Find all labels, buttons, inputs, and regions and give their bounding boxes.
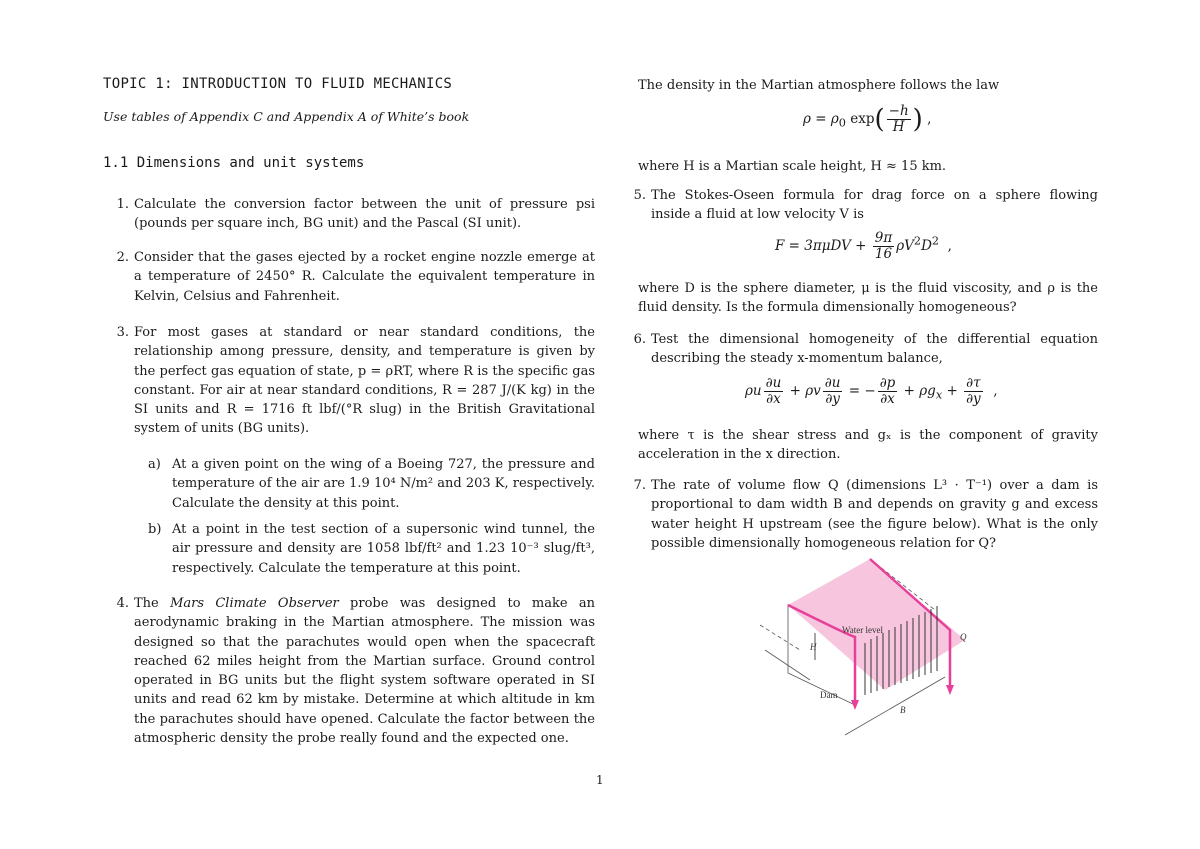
- section-heading: 1.1 Dimensions and unit systems: [103, 155, 365, 171]
- problem-number: 1.: [116, 197, 129, 212]
- subitem-text: At a point in the test section of a supersonic wind tunnel, the air pressure and density are 1058 lbf/ft² and 1.23 10⁻³ slug/ft³, respectively. Calculate the temperature at this point.: [172, 522, 595, 576]
- page-title: TOPIC 1: INTRODUCTION TO FLUID MECHANICS: [103, 76, 453, 92]
- problem-5: [620, 186, 1098, 225]
- stokes-oseen-formula: F = 3πμDV + $\frac{9\pi}{16}$ $\rho V^2D^2$ ,: [775, 230, 952, 262]
- scale-height-text: where H is a Martian scale height, H ≈ 15 km.: [638, 159, 947, 174]
- stokes-oseen-explanation: where D is the sphere diameter, μ is the fluid viscosity, and ρ is the fluid density. Is the formula dimensionally homogeneous?: [638, 281, 1098, 316]
- momentum-explanation: where τ is the shear stress and gₓ is the component of gravity acceleration in the x direction.: [638, 428, 1098, 463]
- problem-text: Calculate the conversion factor between the unit of pressure psi (pounds per square inch, BG unit) and the Pascal (SI unit).: [134, 197, 595, 232]
- problem-text: For most gases at standard or near standard conditions, the relationship among pressure, density, and temperature is given by the perfect gas equation of state, p = ρRT, where R is the specific gas constant. For air at near standard conditions, R = 287 J/(K kg) in the SI units and R = 1716 ft lbf/(°R slug) in the British Gravitational system of units (BG units).: [134, 325, 595, 437]
- problem-4: [103, 594, 595, 748]
- problem-number: 5.: [633, 188, 646, 203]
- problem-3b: [148, 520, 595, 578]
- subitem-label: b): [148, 522, 162, 537]
- problem-3a: [148, 455, 595, 513]
- dashed-guide: [760, 625, 800, 650]
- probe-name: Mars Climate Observer: [170, 596, 339, 611]
- problem-number: 6.: [633, 332, 646, 347]
- martian-density-law: $\rho = \rho_0$ exp( $\frac{-h}{H}$ ) ,: [803, 103, 932, 135]
- problem-text: Consider that the gases ejected by a rocket engine nozzle emerge at a temperature of 2450° R. Calculate the equivalent temperature in Kelvin, Celsius and Fahrenheit.: [134, 250, 595, 304]
- problem-number: 3.: [116, 325, 129, 340]
- problem-1: [103, 195, 595, 234]
- water-level-label: Water level: [842, 625, 884, 635]
- problem-6: [620, 330, 1098, 369]
- problem-number: 4.: [116, 596, 129, 611]
- dam-illustration: [760, 555, 975, 745]
- dam-figure: [760, 555, 975, 745]
- flow-arrow: [946, 685, 954, 695]
- ground-line: [765, 650, 810, 680]
- problem-text: The Stokes-Oseen formula for drag force on a sphere flowing inside a fluid at low velocity V is: [651, 188, 1098, 223]
- problem-text: The Mars Climate Observer probe was designed to make an aerodynamic braking in the Martian atmosphere. The mission was designed so that the parachutes would open when the spacecraft reached 62 miles height from the Martian surface. Ground control operated in BG units but the flight system software operated in SI units and read 62 km by mistake. Determine at which altitude in km the parachutes should have opened. Calculate the factor between the atmospheric density the probe really found and the expected one.: [134, 596, 595, 747]
- subitem-label: a): [148, 457, 161, 472]
- dam-label: Dam: [820, 690, 838, 700]
- x-momentum-equation: ρu $\frac{\partial u}{\partial x}$ + ρv $\frac{\partial u}{\partial y}$ = − $\frac{\partial p}{\partial x}$ + $\rho g_x$ + $\frac{\partial\tau}{\partial y}$ ,: [745, 375, 998, 407]
- width-dimension-line: [845, 677, 945, 735]
- problem-text: The rate of volume flow Q (dimensions L³ · T⁻¹) over a dam is proportional to dam width B and depends on gravity g and excess water height H upstream (see the figure below). What is the only possible dimensionally homogeneous relation for Q?: [651, 478, 1098, 551]
- height-label: H: [810, 642, 817, 652]
- continuation-intro: The density in the Martian atmosphere follows the law: [638, 78, 1000, 93]
- problem-number: 2.: [116, 250, 129, 265]
- page-number: 1: [596, 773, 604, 787]
- problem-7: [620, 476, 1098, 553]
- page-subtitle: Use tables of Appendix C and Appendix A of White’s book: [103, 109, 470, 124]
- problem-text: Test the dimensional homogeneity of the differential equation describing the steady x-momentum balance,: [651, 332, 1098, 367]
- width-label: B: [900, 705, 906, 715]
- flow-label: Q: [960, 632, 967, 642]
- problem-2: [103, 248, 595, 306]
- subitem-text: At a given point on the wing of a Boeing 727, the pressure and temperature of the air are 1.9 10⁴ N/m² and 203 K, respectively. Calculate the density at this point.: [172, 457, 595, 511]
- problem-number: 7.: [633, 478, 646, 493]
- problem-3: [103, 323, 595, 439]
- flow-arrow: [851, 700, 859, 710]
